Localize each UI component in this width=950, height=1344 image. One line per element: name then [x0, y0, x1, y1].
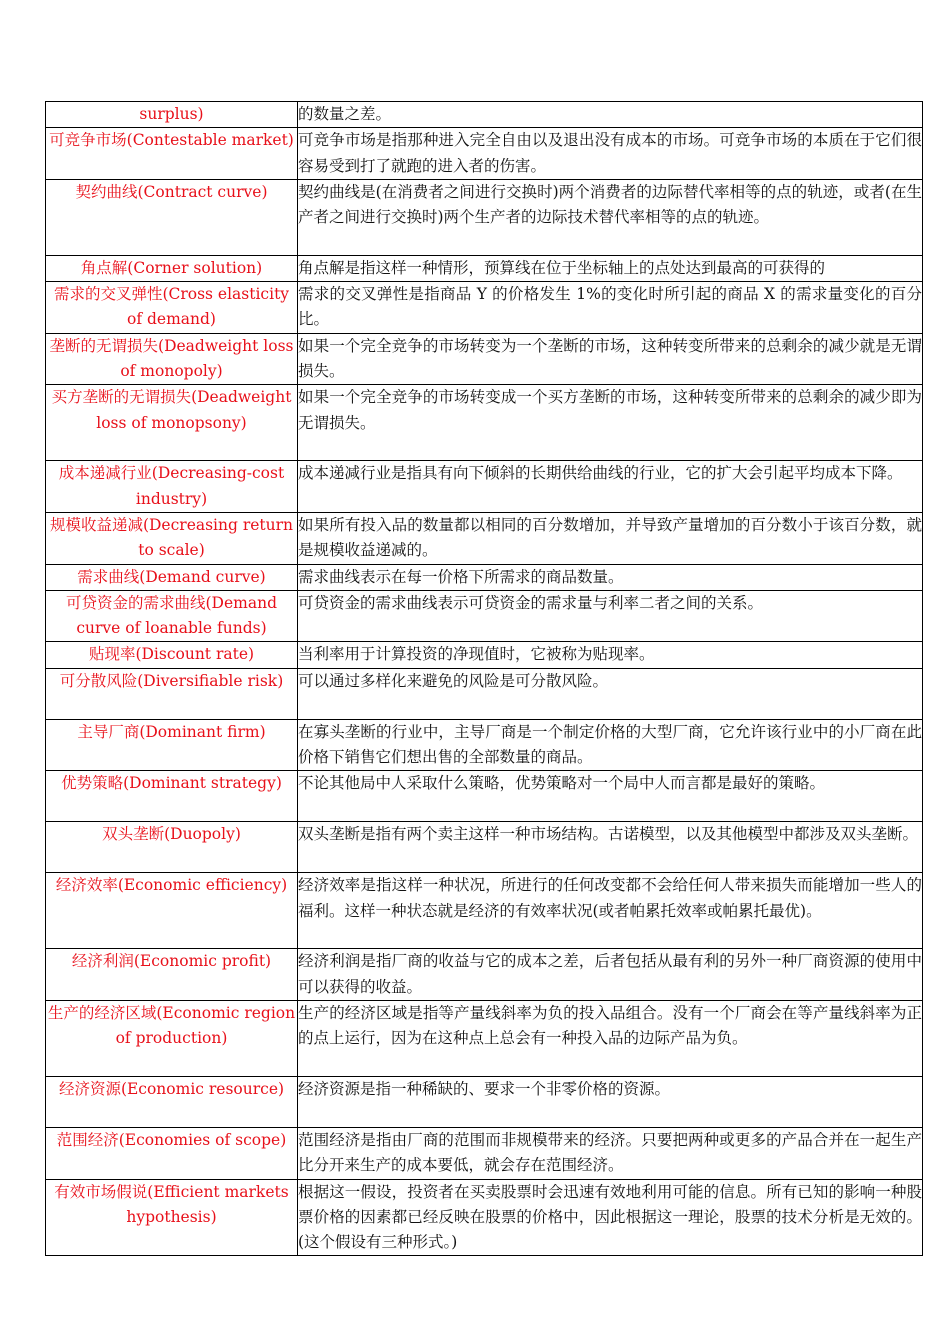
- table-row: [46, 822, 923, 873]
- table-row: [46, 873, 923, 949]
- term-cell: 可竞争市场(Contestable market): [46, 128, 298, 180]
- term-cell: 经济效率(Economic efficiency): [46, 873, 298, 949]
- term-cell: 成本递减行业(Decreasing-cost industry): [46, 461, 298, 513]
- table-row: [46, 179, 923, 255]
- term-cell: 可分散风险(Diversifiable risk): [46, 668, 298, 719]
- term-cell: 买方垄断的无谓损失(Deadweight loss of monopsony): [46, 385, 298, 461]
- definition-cell: 成本递减行业是指具有向下倾斜的长期供给曲线的行业，它的扩大会引起平均成本下降。: [298, 461, 923, 513]
- table-row: [46, 255, 923, 281]
- definition-cell: 需求的交叉弹性是指商品 Y 的价格发生 1%的变化时所引起的商品 X 的需求量变化的百分比。: [298, 282, 923, 334]
- definition-cell: 契约曲线是(在消费者之间进行交换时)两个消费者的边际替代率相等的点的轨迹，或者(在生产者之间进行交换时)两个生产者的边际技术替代率相等的点的轨迹。: [298, 179, 923, 255]
- definition-cell: 的数量之差。: [298, 102, 923, 128]
- term-cell: 主导厂商(Dominant firm): [46, 719, 298, 771]
- table-row: [46, 385, 923, 461]
- definition-cell: 在寡头垄断的行业中，主导厂商是一个制定价格的大型厂商，它允许该行业中的小厂商在此价格下销售它们想出售的全部数量的商品。: [298, 719, 923, 771]
- table-row: [46, 1076, 923, 1127]
- definition-cell: 不论其他局中人采取什么策略，优势策略对一个局中人而言都是最好的策略。: [298, 771, 923, 822]
- definition-cell: 经济资源是指一种稀缺的、要求一个非零价格的资源。: [298, 1076, 923, 1127]
- table-row: [46, 512, 923, 564]
- definition-cell: 双头垄断是指有两个卖主这样一种市场结构。古诺模型，以及其他模型中都涉及双头垄断。: [298, 822, 923, 873]
- definition-cell: 可贷资金的需求曲线表示可贷资金的需求量与利率二者之间的关系。: [298, 590, 923, 642]
- term-cell: 贴现率(Discount rate): [46, 642, 298, 668]
- table-row: [46, 1179, 923, 1256]
- table-row: [46, 282, 923, 334]
- definition-cell: 角点解是指这样一种情形，预算线在位于坐标轴上的点处达到最高的可获得的: [298, 255, 923, 281]
- table-row: [46, 771, 923, 822]
- definition-cell: 如果一个完全竞争的市场转变成一个买方垄断的市场，这种转变所带来的总剩余的减少即为无谓损失。: [298, 385, 923, 461]
- table-row: [46, 1127, 923, 1179]
- table-row: [46, 564, 923, 590]
- definition-cell: 需求曲线表示在每一价格下所需求的商品数量。: [298, 564, 923, 590]
- term-cell: 有效市场假说(Efficient markets hypothesis): [46, 1179, 298, 1256]
- term-cell: 垄断的无谓损失(Deadweight loss of monopoly): [46, 333, 298, 385]
- definition-cell: 可以通过多样化来避免的风险是可分散风险。: [298, 668, 923, 719]
- table-row: [46, 461, 923, 513]
- definition-cell: 如果一个完全竞争的市场转变为一个垄断的市场，这种转变所带来的总剩余的减少就是无谓损失。: [298, 333, 923, 385]
- term-cell: 需求曲线(Demand curve): [46, 564, 298, 590]
- table-row: [46, 642, 923, 668]
- term-cell: 规模收益递减(Decreasing return to scale): [46, 512, 298, 564]
- term-cell: 需求的交叉弹性(Cross elasticity of demand): [46, 282, 298, 334]
- table-row: [46, 128, 923, 180]
- definition-cell: 如果所有投入品的数量都以相同的百分数增加，并导致产量增加的百分数小于该百分数，就是规模收益递减的。: [298, 512, 923, 564]
- term-cell: 契约曲线(Contract curve): [46, 179, 298, 255]
- term-cell: 优势策略(Dominant strategy): [46, 771, 298, 822]
- definition-cell: 范围经济是指由厂商的范围而非规模带来的经济。只要把两种或更多的产品合并在一起生产比分开来生产的成本要低，就会存在范围经济。: [298, 1127, 923, 1179]
- table-row: [46, 949, 923, 1001]
- definition-cell: 经济利润是指厂商的收益与它的成本之差，后者包括从最有利的另外一种厂商资源的使用中可以获得的收益。: [298, 949, 923, 1001]
- table-row: [46, 590, 923, 642]
- term-cell: 可贷资金的需求曲线(Demand curve of loanable funds): [46, 590, 298, 642]
- term-cell: 范围经济(Economies of scope): [46, 1127, 298, 1179]
- glossary-table: [45, 101, 923, 1256]
- term-cell: 经济资源(Economic resource): [46, 1076, 298, 1127]
- definition-cell: 可竞争市场是指那种进入完全自由以及退出没有成本的市场。可竞争市场的本质在于它们很容易受到打了就跑的进入者的伤害。: [298, 128, 923, 180]
- term-cell: 角点解(Corner solution): [46, 255, 298, 281]
- definition-cell: 根据这一假设，投资者在买卖股票时会迅速有效地利用可能的信息。所有已知的影响一种股票价格的因素都已经反映在股票的价格中，因此根据这一理论，股票的技术分析是无效的。(这个假设有三种形式。): [298, 1179, 923, 1256]
- definition-cell: 当利率用于计算投资的净现值时，它被称为贴现率。: [298, 642, 923, 668]
- table-row: [46, 102, 923, 128]
- table-row: [46, 333, 923, 385]
- term-cell: 经济利润(Economic profit): [46, 949, 298, 1001]
- table-row: [46, 719, 923, 771]
- definition-cell: 生产的经济区域是指等产量线斜率为负的投入品组合。没有一个厂商会在等产量线斜率为正的点上运行，因为在这种点上总会有一种投入品的边际产品为负。: [298, 1000, 923, 1076]
- document-page: [45, 101, 923, 1256]
- table-row: [46, 1000, 923, 1076]
- table-row: [46, 668, 923, 719]
- term-cell: 双头垄断(Duopoly): [46, 822, 298, 873]
- term-cell: surplus): [46, 102, 298, 128]
- term-cell: 生产的经济区域(Economic region of production): [46, 1000, 298, 1076]
- definition-cell: 经济效率是指这样一种状况，所进行的任何改变都不会给任何人带来损失而能增加一些人的福利。这样一种状态就是经济的有效率状况(或者帕累托效率或帕累托最优)。: [298, 873, 923, 949]
